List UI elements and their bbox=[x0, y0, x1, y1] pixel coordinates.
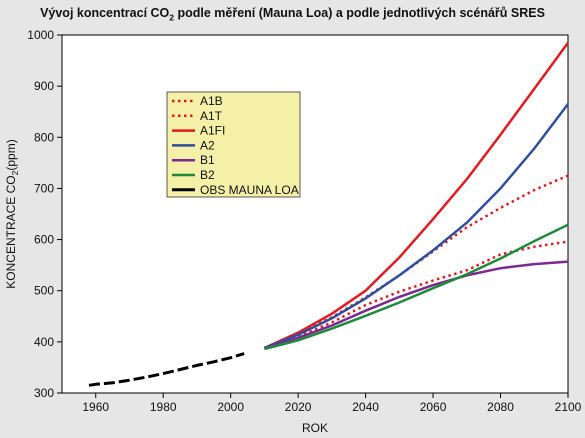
y-tick-label: 1000 bbox=[27, 28, 54, 42]
legend-label: OBS MAUNA LOA bbox=[200, 182, 299, 197]
y-tick-label: 500 bbox=[33, 283, 54, 298]
x-axis bbox=[82, 393, 581, 414]
legend-label: A2 bbox=[200, 138, 215, 153]
x-tick-label: 2060 bbox=[419, 400, 447, 414]
legend-label: B1 bbox=[200, 153, 215, 168]
x-tick-label: 1960 bbox=[82, 400, 110, 414]
legend-label: A1T bbox=[200, 108, 223, 123]
y-tick-label: 600 bbox=[33, 232, 54, 247]
x-tick-label: 2040 bbox=[352, 400, 379, 414]
y-tick-label: 400 bbox=[33, 334, 54, 349]
x-tick-label: 2100 bbox=[554, 400, 582, 414]
y-tick-label: 900 bbox=[33, 79, 54, 94]
x-tick-label: 2020 bbox=[284, 400, 312, 414]
legend-label: A1FI bbox=[200, 123, 226, 138]
y-axis-title: KONCENTRACE $CO_2(ppm)$ bbox=[4, 139, 20, 289]
x-tick-label: 2000 bbox=[217, 400, 245, 414]
y-tick-label: 300 bbox=[33, 386, 54, 400]
legend-label: A1B bbox=[200, 94, 223, 108]
chart-title: Vývoj koncentrací $CO_2$ podle měření (Mauna Loa) a podle jednotlivých scénářů SRES bbox=[40, 6, 545, 23]
x-tick-label: 1980 bbox=[149, 400, 177, 414]
y-tick-label: 800 bbox=[33, 130, 54, 145]
y-tick-label: 700 bbox=[33, 181, 54, 196]
x-tick-label: 2080 bbox=[487, 400, 514, 414]
x-axis-title: ROK bbox=[301, 421, 329, 435]
legend-label: B2 bbox=[200, 168, 215, 182]
y-axis bbox=[27, 28, 62, 400]
legend bbox=[167, 92, 300, 197]
